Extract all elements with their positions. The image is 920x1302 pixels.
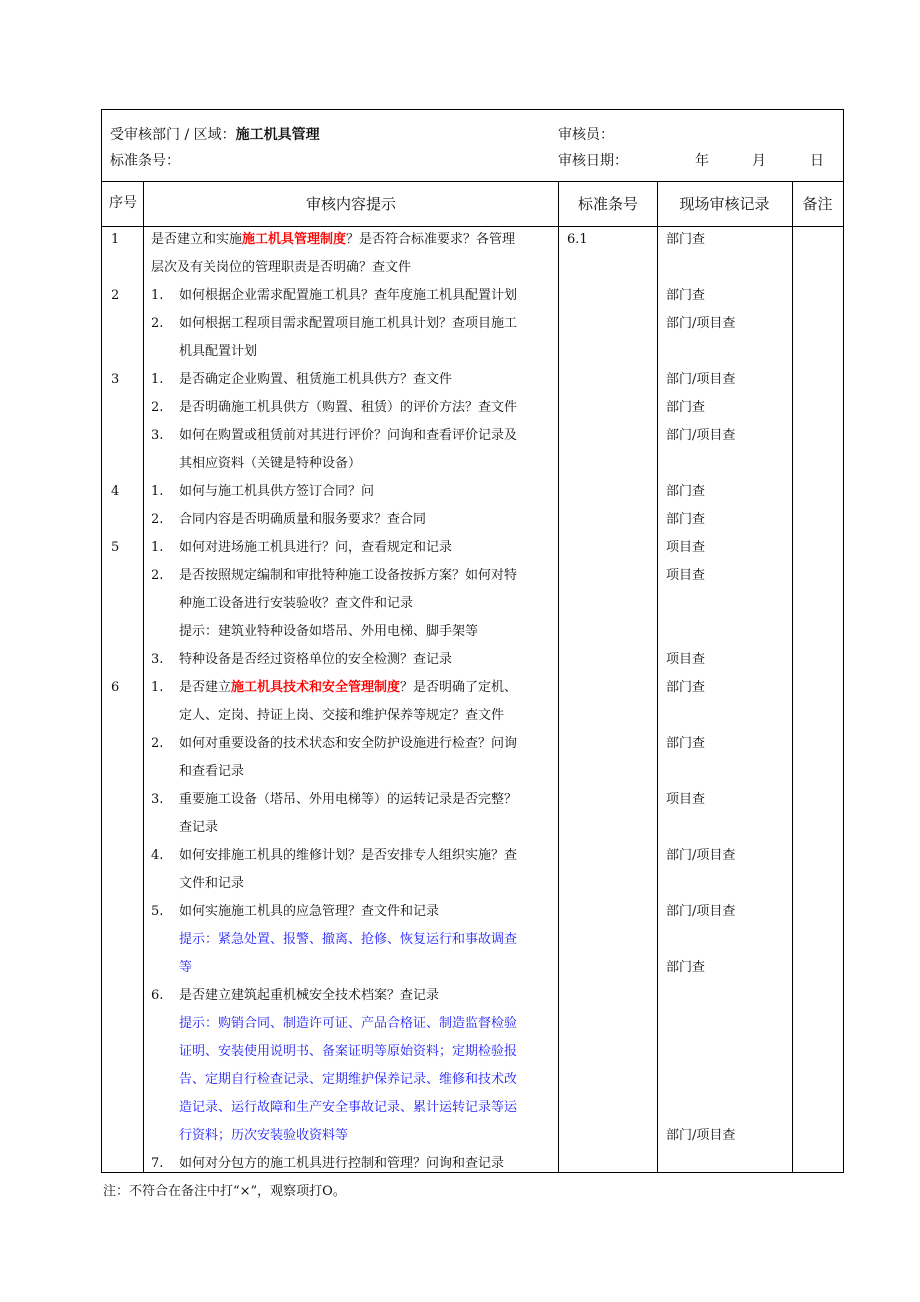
item-text: 其相应资料（关键是特种设备） [179, 456, 362, 471]
record-value: 部门查 [666, 960, 706, 975]
row-number: 2 [111, 288, 120, 303]
footnote: 注：不符合在备注中打“×”，观察项打O。 [103, 1184, 346, 1199]
highlight-text: 施工机具技术和安全管理制度 [231, 680, 401, 695]
row-number: 1 [111, 232, 120, 247]
record-value: 部门/项目查 [666, 848, 736, 863]
row-number: 4 [111, 484, 120, 499]
item-text: 是否建立建筑起重机械安全技术档案？查记录 [179, 988, 440, 1003]
record-value: 部门查 [666, 736, 706, 751]
record-value: 部门查 [666, 232, 706, 247]
item-number: 3. [151, 792, 164, 807]
dept-label: 受审核部门 / 区域：施工机具管理 [110, 127, 320, 143]
hint-text: 提示：建筑业特种设备如塔吊、外用电梯、脚手架等 [179, 624, 479, 639]
table-body [102, 226, 843, 1172]
column-headers [102, 181, 843, 227]
col-seq: 序号 [109, 195, 137, 211]
item-number: 1. [151, 484, 164, 499]
standard-label: 标准条号： [110, 153, 180, 169]
item-text: 种施工设备进行安装验收？查文件和记录 [179, 596, 414, 611]
highlight-text: 施工机具管理制度 [242, 232, 347, 247]
item-text: 和查看记录 [179, 764, 245, 779]
row-text: 是否建立和实施施工机具管理制度？是否符合标准要求？各管理 [151, 232, 516, 247]
hint-text: 行资料；历次安装验收资料等 [179, 1128, 349, 1143]
col-content: 审核内容提示 [305, 195, 396, 213]
record-value: 部门查 [666, 484, 706, 499]
record-value: 部门/项目查 [666, 372, 736, 387]
item-text: 合同内容是否明确质量和服务要求？查合同 [179, 512, 427, 527]
item-text: 如何安排施工机具的维修计划？是否安排专人组织实施？查 [179, 848, 518, 863]
record-value: 项目查 [666, 792, 706, 807]
dept-value: 施工机具管理 [235, 127, 320, 143]
item-text: 是否确定企业购置、租赁施工机具供方？查文件 [179, 372, 453, 387]
row-number: 5 [111, 540, 120, 555]
item-number: 1. [151, 540, 164, 555]
record-value: 部门查 [666, 288, 706, 303]
item-text: 是否明确施工机具供方（购置、租赁）的评价方法？查文件 [179, 400, 518, 415]
hint-text: 告、定期自行检查记录、定期维护保养记录、维修和技术改 [179, 1072, 518, 1087]
item-text: 重要施工设备（塔吊、外用电梯等）的运转记录是否完整？ [179, 792, 518, 807]
row-text: 层次及有关岗位的管理职责是否明确？查文件 [151, 260, 412, 275]
date-label: 审核日期： [558, 153, 628, 169]
date-year: 年 [695, 153, 709, 169]
record-value: 部门/项目查 [666, 428, 736, 443]
hint-text: 等 [179, 960, 193, 975]
item-number: 2. [151, 736, 164, 751]
item-text: 是否建立施工机具技术和安全管理制度？是否明确了定机、 [179, 680, 518, 695]
record-value: 项目查 [666, 540, 706, 555]
date-day: 日 [810, 153, 824, 169]
record-value: 部门/项目查 [666, 316, 736, 331]
item-number: 1. [151, 288, 164, 303]
item-text: 机具配置计划 [179, 344, 258, 359]
row-number: 3 [111, 372, 120, 387]
record-value: 部门/项目查 [666, 904, 736, 919]
col-record: 现场审核记录 [679, 195, 770, 213]
item-text: 如何对重要设备的技术状态和安全防护设施进行检查？问询 [179, 736, 518, 751]
item-number: 7. [151, 1156, 164, 1171]
item-number: 2. [151, 316, 164, 331]
item-number: 2. [151, 512, 164, 527]
item-text: 如何根据工程项目需求配置项目施工机具计划？查项目施工 [179, 316, 518, 331]
item-number: 3. [151, 428, 164, 443]
record-value: 部门查 [666, 512, 706, 527]
item-number: 2. [151, 400, 164, 415]
item-text: 如何与施工机具供方签订合同？问 [179, 484, 375, 499]
item-number: 1. [151, 680, 164, 695]
item-text: 特种设备是否经过资格单位的安全检测？查记录 [179, 652, 453, 667]
item-number: 6. [151, 988, 164, 1003]
col-remark: 备注 [802, 195, 833, 213]
item-number: 4. [151, 848, 164, 863]
item-text: 是否按照规定编制和审批特种施工设备按拆方案？如何对特 [179, 568, 518, 583]
record-value: 项目查 [666, 568, 706, 583]
auditor-label: 审核员： [558, 127, 614, 143]
date-month: 月 [752, 153, 766, 169]
item-number: 2. [151, 568, 164, 583]
record-value: 部门查 [666, 680, 706, 695]
item-number: 3. [151, 652, 164, 667]
item-text: 如何对分包方的施工机具进行控制和管理？问询和查记录 [179, 1156, 505, 1171]
audit-checklist-table [101, 109, 844, 1173]
standard-clause: 6.1 [567, 232, 588, 247]
item-text: 查记录 [179, 820, 219, 835]
hint-text: 提示：购销合同、制造许可证、产品合格证、制造监督检验 [179, 1016, 518, 1031]
hint-text: 证明、安装使用说明书、备案证明等原始资料；定期检验报 [179, 1044, 518, 1059]
item-text: 如何根据企业需求配置施工机具？查年度施工机具配置计划 [179, 288, 518, 303]
item-text: 如何在购置或租赁前对其进行评价？问询和查看评价记录及 [179, 428, 518, 443]
item-text: 文件和记录 [179, 876, 245, 891]
record-value: 部门/项目查 [666, 1128, 736, 1143]
table-header-info [102, 110, 843, 182]
row-number: 6 [111, 680, 120, 695]
record-value: 部门查 [666, 400, 706, 415]
item-number: 1. [151, 372, 164, 387]
hint-text: 提示：紧急处置、报警、撤离、抢修、恢复运行和事故调查 [179, 932, 518, 947]
item-text: 如何实施施工机具的应急管理？查文件和记录 [179, 904, 440, 919]
col-standard: 标准条号 [577, 195, 638, 213]
record-value: 项目查 [666, 652, 706, 667]
item-text: 如何对进场施工机具进行？问，查看规定和记录 [179, 540, 453, 555]
item-number: 5. [151, 904, 164, 919]
item-text: 定人、定岗、持证上岗、交接和维护保养等规定？查文件 [179, 708, 505, 723]
hint-text: 造记录、运行故障和生产安全事故记录、累计运转记录等运 [179, 1100, 518, 1115]
